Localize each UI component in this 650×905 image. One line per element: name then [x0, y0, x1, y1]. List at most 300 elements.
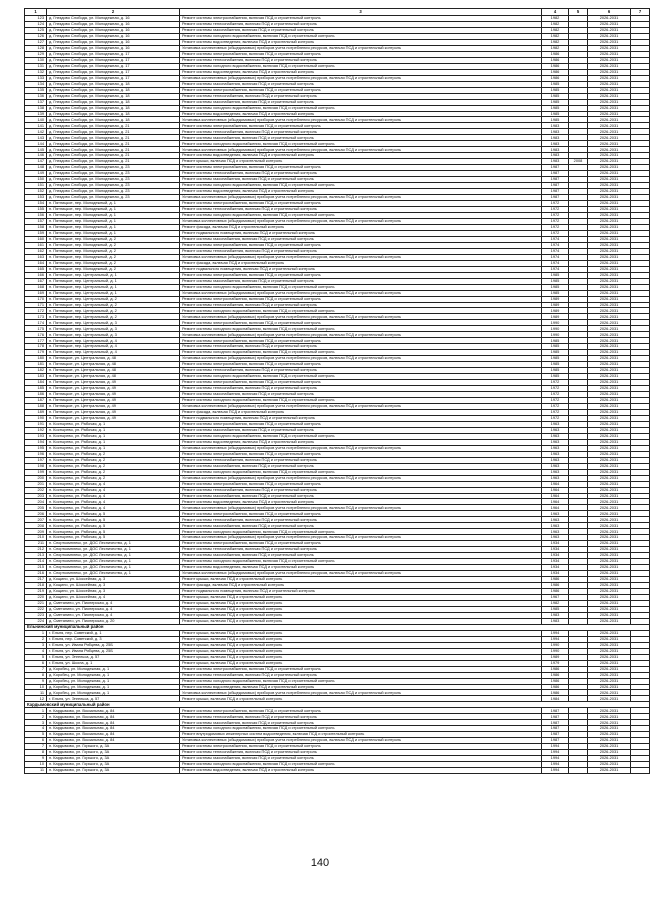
row-period: 2026-2031 [588, 768, 631, 774]
row-number: 153 [25, 195, 47, 201]
row-period: 2026-2031 [588, 332, 631, 338]
row-number: 210 [25, 535, 47, 541]
row-build-year: 1994 [542, 750, 569, 756]
row-build-year: 1985 [542, 278, 569, 284]
row-build-year: 1985 [542, 290, 569, 296]
row-address: д. Сметанино, ул. Пионерская, д. 20 [47, 618, 180, 624]
row-period: 2026-2031 [588, 21, 631, 27]
row-work-type: Ремонт системы теплоснабжения, включая ПСД и строительный контроль [180, 207, 542, 213]
row-work-type: Ремонт системы газоснабжения, включая ПСД и строительный контроль [180, 27, 542, 33]
row-address: п. Костырево, ул. Рабочая, д. 2 [47, 451, 180, 457]
row-work-type: Ремонт системы газоснабжения, включая ПСД и строительный контроль [180, 463, 542, 469]
row-period: 2026-2031 [588, 457, 631, 463]
row-address: г. Ельня, ул. Ивана Рябцева, д. 25Б [47, 648, 180, 654]
row-number: 192 [25, 427, 47, 433]
row-address: п. Пятницкое, пер. Молодежный, д. 2 [47, 248, 180, 254]
row-build-year: 1986 [542, 684, 569, 690]
row-number: 148 [25, 165, 47, 171]
row-address: п. Пятницкое, пер. Молодежный, д. 2 [47, 254, 180, 260]
row-number: 2 [25, 714, 47, 720]
row-work-type: Ремонт системы теплоснабжения, включая ПСД и строительный контроль [180, 714, 542, 720]
row-period: 2026-2031 [588, 380, 631, 386]
row-number: 10 [25, 762, 47, 768]
row-number: 203 [25, 493, 47, 499]
row-build-year: 1990 [542, 320, 569, 326]
row-build-year: 1985 [542, 356, 569, 362]
row-address: д. Кощино, ул. Шоссейная, д. 3 [47, 583, 180, 589]
row-build-year: 1987 [542, 183, 569, 189]
row-build-year: 1982 [542, 16, 569, 22]
row-number: 132 [25, 69, 47, 75]
header-col-2: 2 [47, 9, 180, 16]
row-address: д. Гнездово Слобода, ул. Молодежная, д. 18 [47, 87, 180, 93]
row-period: 2026-2031 [588, 589, 631, 595]
row-number: 208 [25, 523, 47, 529]
row-build-year: 1934 [542, 541, 569, 547]
row-work-type: Ремонт системы электроснабжения, включая ПСД и строительный контроль [180, 666, 542, 672]
row-address: п. Костырево, ул. Рабочая, д. 4 [47, 493, 180, 499]
row-period: 2026-2031 [588, 738, 631, 744]
row-address: п. Пятницкое, пер. Центральный, д. 1 [47, 278, 180, 284]
row-period: 2026-2031 [588, 678, 631, 684]
row-period: 2026-2031 [588, 201, 631, 207]
row-period: 2026-2031 [588, 505, 631, 511]
row-work-type: Ремонт системы холодного водоснабжения, включая ПСД и строительный контроль [180, 105, 542, 111]
row-address: п. Пятницкое, пер. Молодежный, д. 2 [47, 236, 180, 242]
row-period: 2026-2031 [588, 690, 631, 696]
row-work-type: Ремонт системы водоотведения, включая ПСД и строительный контроль [180, 39, 542, 45]
row-work-type: Ремонт системы теплоснабжения, включая ПСД и строительный контроль [180, 368, 542, 374]
row-build-year: 1972 [542, 201, 569, 207]
row-build-year: 1987 [542, 708, 569, 714]
row-period: 2026-2031 [588, 469, 631, 475]
row-number: 136 [25, 93, 47, 99]
row-period: 2026-2031 [588, 165, 631, 171]
row-number: 139 [25, 111, 47, 117]
row-work-type: Ремонт крыши, включая ПСД и строительный контроль [180, 648, 542, 654]
row-work-type: Установка коллективных (общедомовых) приборов учета потребления ресурсов, включая ПСД и строительный контроль [180, 690, 542, 696]
row-period: 2026-2031 [588, 290, 631, 296]
row-number: 143 [25, 135, 47, 141]
row-work-type: Ремонт системы теплоснабжения, включая ПСД и строительный контроль [180, 672, 542, 678]
row-build-year: 1990 [542, 648, 569, 654]
row-address: п. Пятницкое, пер. Центральный, д. 4 [47, 338, 180, 344]
row-period: 2026-2031 [588, 445, 631, 451]
row-work-type: Ремонт системы газоснабжения, включая ПСД и строительный контроль [180, 720, 542, 726]
row-address: п. Пятницкое, ул. Центральная, д. 49 [47, 415, 180, 421]
row-build-year: 1974 [542, 242, 569, 248]
row-build-year: 1986 [542, 666, 569, 672]
row-number: 202 [25, 487, 47, 493]
row-build-year: 1983 [542, 141, 569, 147]
row-work-type: Установка коллективных (общедомовых) приборов учета потребления ресурсов, включая ПСД и строительный контроль [180, 356, 542, 362]
row-period: 2026-2031 [588, 672, 631, 678]
row-work-type: Ремонт системы теплоснабжения, включая ПСД и строительный контроль [180, 302, 542, 308]
row-address: п. Костырево, ул. Рабочая, д. 5 [47, 511, 180, 517]
row-build-year: 1964 [542, 487, 569, 493]
row-build-year: 1972 [542, 409, 569, 415]
row-build-year: 1985 [542, 87, 569, 93]
row-period: 2026-2031 [588, 708, 631, 714]
row-number: 207 [25, 517, 47, 523]
row-number: 212 [25, 547, 47, 553]
row-number: 200 [25, 475, 47, 481]
row-build-year: 1982 [542, 39, 569, 45]
row-build-year: 1989 [542, 314, 569, 320]
row-build-year: 1985 [542, 344, 569, 350]
row-work-type: Ремонт системы электроснабжения, включая ПСД и строительный контроль [180, 744, 542, 750]
row-address: п. Пятницкое, пер. Центральный, д. 2 [47, 302, 180, 308]
row-number: 182 [25, 368, 47, 374]
row-period: 2026-2031 [588, 618, 631, 624]
row-address: п. Костырево, ул. Рабочая, д. 2 [47, 457, 180, 463]
row-build-year: 1972 [542, 218, 569, 224]
row-work-type: Ремонт системы теплоснабжения, включая ПСД и строительный контроль [180, 547, 542, 553]
row-period: 2026-2031 [588, 499, 631, 505]
row-build-year: 1982 [542, 600, 569, 606]
row-number: 158 [25, 224, 47, 230]
row-build-year: 1972 [542, 398, 569, 404]
header-col-5: 5 [569, 9, 588, 16]
row-address: п. Костырево, ул. Рабочая, д. 5 [47, 523, 180, 529]
row-build-year: 1990 [542, 326, 569, 332]
row-period: 2026-2031 [588, 726, 631, 732]
row-work-type: Ремонт системы холодного водоснабжения, включая ПСД и строительный контроль [180, 374, 542, 380]
row-number: 193 [25, 433, 47, 439]
row-work-type: Ремонт крыши, включая ПСД и строительный контроль [180, 612, 542, 618]
row-build-year: 1986 [542, 583, 569, 589]
row-period: 2026-2031 [588, 129, 631, 135]
row-address: п. Пятницкое, пер. Центральный, д. 4 [47, 350, 180, 356]
row-period: 2026-2031 [588, 254, 631, 260]
row-period: 2026-2031 [588, 571, 631, 577]
row-number: 156 [25, 212, 47, 218]
row-repair-year [569, 768, 588, 774]
row-number: 124 [25, 21, 47, 27]
row-build-year: 1987 [542, 714, 569, 720]
row-address: д. Гнездово Слобода, ул. Молодежная, д. 21 [47, 159, 180, 165]
row-period: 2026-2031 [588, 57, 631, 63]
row-build-year: 1974 [542, 266, 569, 272]
row-build-year: 1983 [542, 135, 569, 141]
row-work-type: Ремонт системы водоотведения, включая ПСД и строительный контроль [180, 153, 542, 159]
row-address: п. Спорткомплекс, ул. ДОС Лесничество, д. 1 [47, 553, 180, 559]
row-work-type: Ремонт системы газоснабжения, включая ПСД и строительный контроль [180, 236, 542, 242]
row-number: 222 [25, 606, 47, 612]
row-address: п. Костырево, ул. Рабочая, д. 2 [47, 463, 180, 469]
row-address: п. Кардымово, ул. Вокзальная, д. 84 [47, 720, 180, 726]
row-build-year: 1994 [542, 768, 569, 774]
row-build-year: 1983 [542, 618, 569, 624]
row-build-year: 1983 [542, 153, 569, 159]
row-number: 123 [25, 16, 47, 22]
row-number: 186 [25, 392, 47, 398]
row-period: 2026-2031 [588, 732, 631, 738]
row-period: 2026-2031 [588, 111, 631, 117]
row-address: д. Коробец, ул. Молодежная, д. 1 [47, 672, 180, 678]
row-build-year: 1987 [542, 720, 569, 726]
row-build-year: 1967 [542, 594, 569, 600]
row-number: 179 [25, 350, 47, 356]
row-address: д. Гнездово Слобода, ул. Молодежная, д. 16 [47, 45, 180, 51]
row-work-type: Ремонт системы теплоснабжения, включая ПСД и строительный контроль [180, 93, 542, 99]
row-build-year: 1984 [542, 696, 569, 702]
row-address: г. Ельня, ул. Энгельса, д. 57 [47, 654, 180, 660]
row-number: 199 [25, 469, 47, 475]
row-number: 133 [25, 75, 47, 81]
row-build-year: 1983 [542, 129, 569, 135]
row-address: д. Гнездово Слобода, ул. Молодежная, д. 17 [47, 63, 180, 69]
row-build-year: 1985 [542, 272, 569, 278]
header-col-3: 3 [180, 9, 542, 16]
row-number: 172 [25, 308, 47, 314]
row-work-type: Ремонт системы теплоснабжения, включая ПСД и строительный контроль [180, 171, 542, 177]
row-number: 168 [25, 284, 47, 290]
row-work-type: Ремонт системы электроснабжения, включая ПСД и строительный контроль [180, 380, 542, 386]
row-work-type: Ремонт системы водоотведения, включая ПСД и строительный контроль [180, 684, 542, 690]
row-build-year: 1963 [542, 439, 569, 445]
row-work-type: Установка коллективных (общедомовых) приборов учета потребления ресурсов, включая ПСД и строительный контроль [180, 117, 542, 123]
row-number: 217 [25, 577, 47, 583]
row-build-year: 1985 [542, 81, 569, 87]
row-build-year: 1972 [542, 386, 569, 392]
row-address: п. Пятницкое, ул. Центральная, д. 49 [47, 409, 180, 415]
row-work-type: Ремонт системы газоснабжения, включая ПСД и строительный контроль [180, 523, 542, 529]
row-build-year: 1964 [542, 481, 569, 487]
row-build-year: 1986 [542, 690, 569, 696]
row-period: 2026-2031 [588, 415, 631, 421]
row-work-type: Ремонт системы холодного водоснабжения, включая ПСД и строительный контроль [180, 726, 542, 732]
row-period: 2026-2031 [588, 195, 631, 201]
row-work-type: Ремонт системы холодного водоснабжения, включая ПСД и строительный контроль [180, 326, 542, 332]
row-number: 175 [25, 326, 47, 332]
row-build-year: 1985 [542, 117, 569, 123]
row-address: д. Гнездово Слобода, ул. Молодежная, д. 16 [47, 21, 180, 27]
row-address: п. Костырево, ул. Рабочая, д. 5 [47, 535, 180, 541]
row-number: 197 [25, 457, 47, 463]
row-address: п. Пятницкое, ул. Центральная, д. 48 [47, 374, 180, 380]
row-number: 196 [25, 451, 47, 457]
row-build-year: 1982 [542, 33, 569, 39]
row-number: 167 [25, 278, 47, 284]
row-work-type: Ремонт системы холодного водоснабжения, включая ПСД и строительный контроль [180, 529, 542, 535]
row-period: 2026-2031 [588, 39, 631, 45]
row-address: п. Пятницкое, пер. Молодежный, д. 2 [47, 260, 180, 266]
row-build-year: 1986 [542, 57, 569, 63]
row-address: п. Кардымово, ул. Горького, д. 3А [47, 750, 180, 756]
row-address: п. Кардымово, ул. Вокзальная, д. 84 [47, 726, 180, 732]
row-number: 184 [25, 380, 47, 386]
row-address: г. Ельня, пер. Советский, д. 3 [47, 636, 180, 642]
row-work-type: Ремонт системы холодного водоснабжения, включая ПСД и строительный контроль [180, 183, 542, 189]
row-address: п. Пятницкое, ул. Центральная, д. 48 [47, 362, 180, 368]
row-build-year: 1986 [542, 589, 569, 595]
row-work-type: Ремонт системы электроснабжения, включая ПСД и строительный контроль [180, 481, 542, 487]
row-address: д. Гнездово Слобода, ул. Молодежная, д. 23 [47, 165, 180, 171]
row-number: 140 [25, 117, 47, 123]
row-build-year: 1982 [542, 21, 569, 27]
row-address: г. Ельня, ул. Ивана Рябцева, д. 25Б [47, 642, 180, 648]
row-address: г. Ельня, пер. Советский, д. 1 [47, 630, 180, 636]
row-address: п. Пятницкое, ул. Центральная, д. 49 [47, 386, 180, 392]
row-period: 2026-2031 [588, 27, 631, 33]
row-number: 146 [25, 153, 47, 159]
row-period: 2026-2031 [588, 535, 631, 541]
row-number: 171 [25, 302, 47, 308]
row-address: п. Пятницкое, ул. Центральная, д. 49 [47, 403, 180, 409]
row-period: 2026-2031 [588, 583, 631, 589]
row-period: 2026-2031 [588, 248, 631, 254]
row-build-year: 1987 [542, 165, 569, 171]
row-address: п. Костырево, ул. Рабочая, д. 1 [47, 421, 180, 427]
row-work-type: Ремонт системы электроснабжения, включая ПСД и строительный контроль [180, 451, 542, 457]
row-number: 209 [25, 529, 47, 535]
row-number: 5 [25, 654, 47, 660]
row-address: п. Костырево, ул. Рабочая, д. 1 [47, 433, 180, 439]
row-period: 2026-2031 [588, 368, 631, 374]
row-address: п. Пятницкое, пер. Центральный, д. 3 [47, 320, 180, 326]
row-work-type: Ремонт системы электроснабжения, включая ПСД и строительный контроль [180, 51, 542, 57]
header-col-6: 6 [588, 9, 631, 16]
row-number: 173 [25, 314, 47, 320]
row-address: д. Коробец, ул. Молодежная, д. 1 [47, 684, 180, 690]
row-work-type: Ремонт системы холодного водоснабжения, включая ПСД и строительный контроль [180, 398, 542, 404]
row-build-year: 1963 [542, 469, 569, 475]
row-address: п. Кардымово, ул. Вокзальная, д. 84 [47, 714, 180, 720]
row-build-year: 1986 [542, 672, 569, 678]
row-period: 2026-2031 [588, 272, 631, 278]
row-address: д. Гнездово Слобода, ул. Молодежная, д. 18 [47, 99, 180, 105]
row-number: 213 [25, 553, 47, 559]
row-build-year: 1989 [542, 302, 569, 308]
row-period: 2026-2031 [588, 475, 631, 481]
row-number: 166 [25, 272, 47, 278]
row-address: п. Пятницкое, ул. Центральная, д. 49 [47, 398, 180, 404]
row-build-year: 1994 [542, 744, 569, 750]
row-address: д. Гнездово Слобода, ул. Молодежная, д. 23 [47, 183, 180, 189]
row-work-type: Ремонт системы холодного водоснабжения, включая ПСД и строительный контроль [180, 284, 542, 290]
row-work-type: Ремонт крыши, включая ПСД и строительный контроль [180, 630, 542, 636]
row-number: 138 [25, 105, 47, 111]
row-address: д. Гнездово Слобода, ул. Молодежная, д. 21 [47, 141, 180, 147]
row-build-year: 1994 [542, 762, 569, 768]
row-number: 152 [25, 189, 47, 195]
row-build-year: 1983 [542, 612, 569, 618]
row-work-type: Ремонт системы теплоснабжения, включая ПСД и строительный контроль [180, 750, 542, 756]
row-period: 2026-2031 [588, 541, 631, 547]
row-number: 9 [25, 678, 47, 684]
row-work-type: Установка коллективных (общедомовых) приборов учета потребления ресурсов, включая ПСД и строительный контроль [180, 738, 542, 744]
row-work-type: Ремонт системы холодного водоснабжения, включая ПСД и строительный контроль [180, 63, 542, 69]
row-work-type: Ремонт фасада, включая ПСД и строительный контроль [180, 224, 542, 230]
row-number: 4 [25, 726, 47, 732]
row-number: 7 [25, 666, 47, 672]
row-period: 2026-2031 [588, 224, 631, 230]
row-build-year: 1983 [542, 147, 569, 153]
row-address: п. Пятницкое, ул. Центральная, д. 48 [47, 368, 180, 374]
row-period: 2026-2031 [588, 105, 631, 111]
row-build-year: 1963 [542, 475, 569, 481]
row-number: 134 [25, 81, 47, 87]
row-work-type: Ремонт системы холодного водоснабжения, включая ПСД и строительный контроль [180, 212, 542, 218]
row-address: п. Пятницкое, ул. Центральная, д. 49 [47, 392, 180, 398]
row-number: 214 [25, 559, 47, 565]
row-address: п. Пятницкое, пер. Центральный, д. 3 [47, 326, 180, 332]
row-work-type: Ремонт системы газоснабжения, включая ПСД и строительный контроль [180, 135, 542, 141]
row-work-type: Установка коллективных (общедомовых) приборов учета потребления ресурсов, включая ПСД и строительный контроль [180, 75, 542, 81]
row-number: 147 [25, 159, 47, 165]
row-number: 174 [25, 320, 47, 326]
row-period: 2026-2031 [588, 278, 631, 284]
page-number: 140 [310, 857, 330, 869]
table-row [25, 768, 650, 774]
row-address: п. Пятницкое, пер. Центральный, д. 1 [47, 284, 180, 290]
row-work-type: Ремонт системы водоотведения, включая ПСД и строительный контроль [180, 768, 542, 774]
row-build-year: 1964 [542, 499, 569, 505]
row-period: 2026-2031 [588, 230, 631, 236]
row-work-type: Ремонт системы газоснабжения, включая ПСД и строительный контроль [180, 99, 542, 105]
row-period: 2026-2031 [588, 529, 631, 535]
row-period: 2026-2031 [588, 153, 631, 159]
row-work-type: Установка коллективных (общедомовых) приборов учета потребления ресурсов, включая ПСД и строительный контроль [180, 314, 542, 320]
row-work-type: Ремонт системы водоотведения, включая ПСД и строительный контроль [180, 439, 542, 445]
row-number: 7 [25, 744, 47, 750]
row-build-year: 1979 [542, 660, 569, 666]
row-period: 2026-2031 [588, 577, 631, 583]
row-number: 5 [25, 732, 47, 738]
row-work-type: Ремонт крыши, включая ПСД и строительный контроль [180, 577, 542, 583]
row-address: п. Пятницкое, пер. Центральный, д. 2 [47, 296, 180, 302]
row-address: п. Костырево, ул. Рабочая, д. 4 [47, 505, 180, 511]
row-build-year: 1974 [542, 236, 569, 242]
row-build-year: 1987 [542, 738, 569, 744]
row-number: 218 [25, 583, 47, 589]
row-address: п. Костырево, ул. Рабочая, д. 1 [47, 439, 180, 445]
row-build-year: 1963 [542, 457, 569, 463]
row-address: д. Гнездово Слобода, ул. Молодежная, д. 16 [47, 27, 180, 33]
row-period: 2026-2031 [588, 242, 631, 248]
row-build-year: 1987 [542, 732, 569, 738]
row-number: 131 [25, 63, 47, 69]
row-build-year: 1985 [542, 93, 569, 99]
row-period: 2026-2031 [588, 386, 631, 392]
row-extra [631, 768, 650, 774]
row-period: 2026-2031 [588, 314, 631, 320]
row-build-year: 1986 [542, 51, 569, 57]
row-number: 191 [25, 421, 47, 427]
row-build-year: 1989 [542, 654, 569, 660]
row-build-year: 1985 [542, 99, 569, 105]
row-period: 2026-2031 [588, 714, 631, 720]
row-build-year: 1990 [542, 332, 569, 338]
row-work-type: Ремонт системы водоотведения, включая ПСД и строительный контроль [180, 69, 542, 75]
row-build-year: 1974 [542, 254, 569, 260]
row-build-year: 1987 [542, 189, 569, 195]
row-period: 2026-2031 [588, 756, 631, 762]
row-number: 187 [25, 398, 47, 404]
row-number: 195 [25, 445, 47, 451]
row-work-type: Ремонт крыши, включая ПСД и строительный контроль [180, 654, 542, 660]
row-work-type: Ремонт системы электроснабжения, включая ПСД и строительный контроль [180, 242, 542, 248]
row-work-type: Ремонт системы холодного водоснабжения, включая ПСД и строительный контроль [180, 33, 542, 39]
header-col-1: 1 [25, 9, 47, 16]
row-period: 2026-2031 [588, 493, 631, 499]
row-work-type: Ремонт системы газоснабжения, включая ПСД и строительный контроль [180, 493, 542, 499]
row-address: п. Пятницкое, ул. Центральная, д. 48 [47, 356, 180, 362]
row-address: п. Костырево, ул. Рабочая, д. 5 [47, 529, 180, 535]
row-period: 2026-2031 [588, 565, 631, 571]
row-address: д. Гнездово Слобода, ул. Молодежная, д. 17 [47, 57, 180, 63]
